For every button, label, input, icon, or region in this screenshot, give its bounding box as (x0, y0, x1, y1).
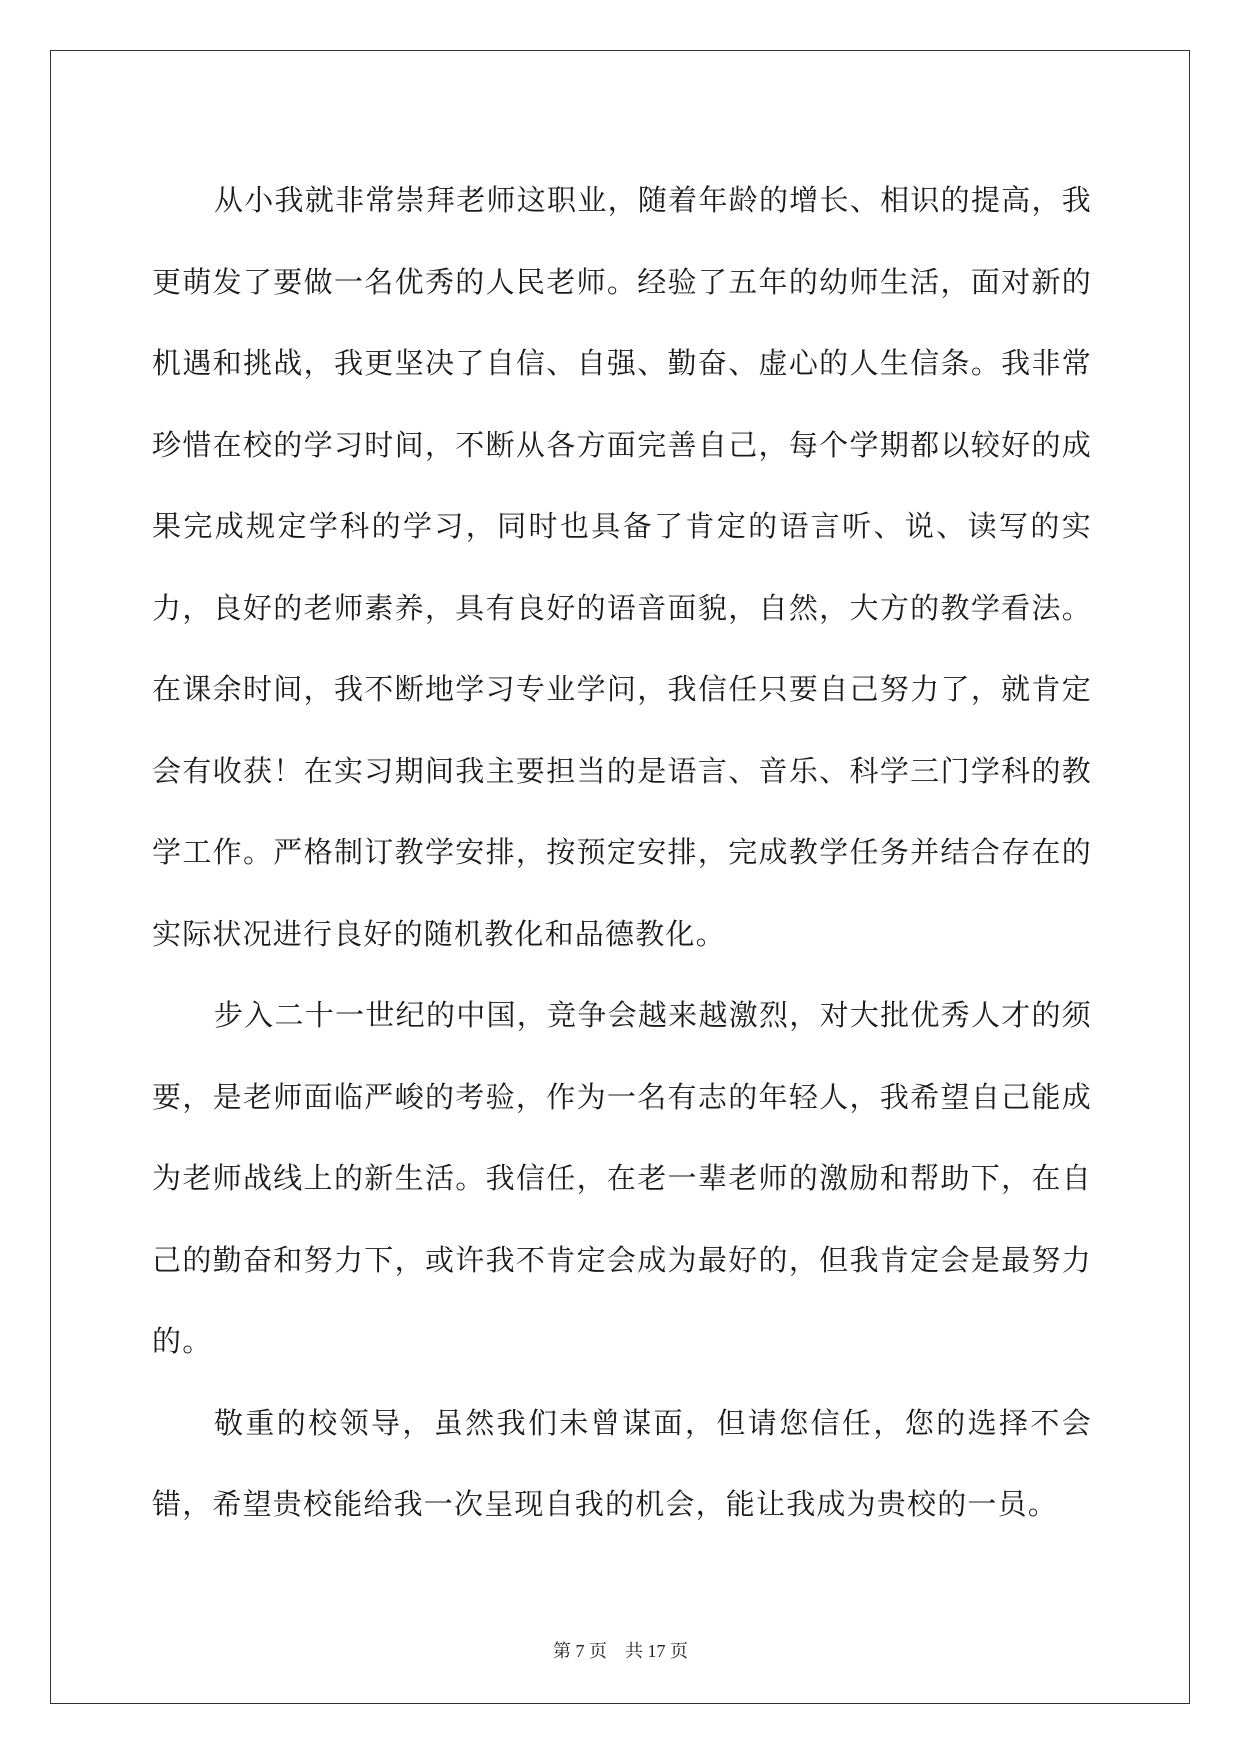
page-number: 第 7 页 共 17 页 (553, 1641, 688, 1661)
paragraph-3: 敬重的校领导，虽然我们未曾谋面，但请您信任，您的选择不会错，希望贵校能给我一次呈现自我的机会，能让我成为贵校的一员。 (152, 1405, 1092, 1521)
document-body (152, 160, 1092, 1546)
page-footer (0, 1637, 1241, 1663)
paragraph-2: 步入二十一世纪的中国，竞争会越来越激烈，对大批优秀人才的须要，是老师面临严峻的考验，作为一名有志的年轻人，我希望自己能成为老师战线上的新生活。我信任，在老一辈老师的激励和帮助下，在自己的勤奋和努力下，或许我不肯定会成为最好的，但我肯定会是最努力的。 (152, 998, 1092, 1358)
paragraph-1: 从小我就非常崇拜老师这职业，随着年龄的增长、相识的提高，我更萌发了要做一名优秀的人民老师。经验了五年的幼师生活，面对新的机遇和挑战，我更坚决了自信、自强、勤奋、虚心的人生信条。我非常珍惜在校的学习时间，不断从各方面完善自己，每个学期都以较好的成果完成规定学科的学习，同时也具备了肯定的语言听、说、读写的实力，良好的老师素养，具有良好的语音面貌，自然，大方的教学看法。在课余时间，我不断地学习专业学问，我信任只要自己努力了，就肯定会有收获！在实习期间我主要担当的是语言、音乐、科学三门学科的教学工作。严格制订教学安排，按预定安排，完成教学任务并结合存在的实际状况进行良好的随机教化和品德教化。 (152, 183, 1092, 951)
